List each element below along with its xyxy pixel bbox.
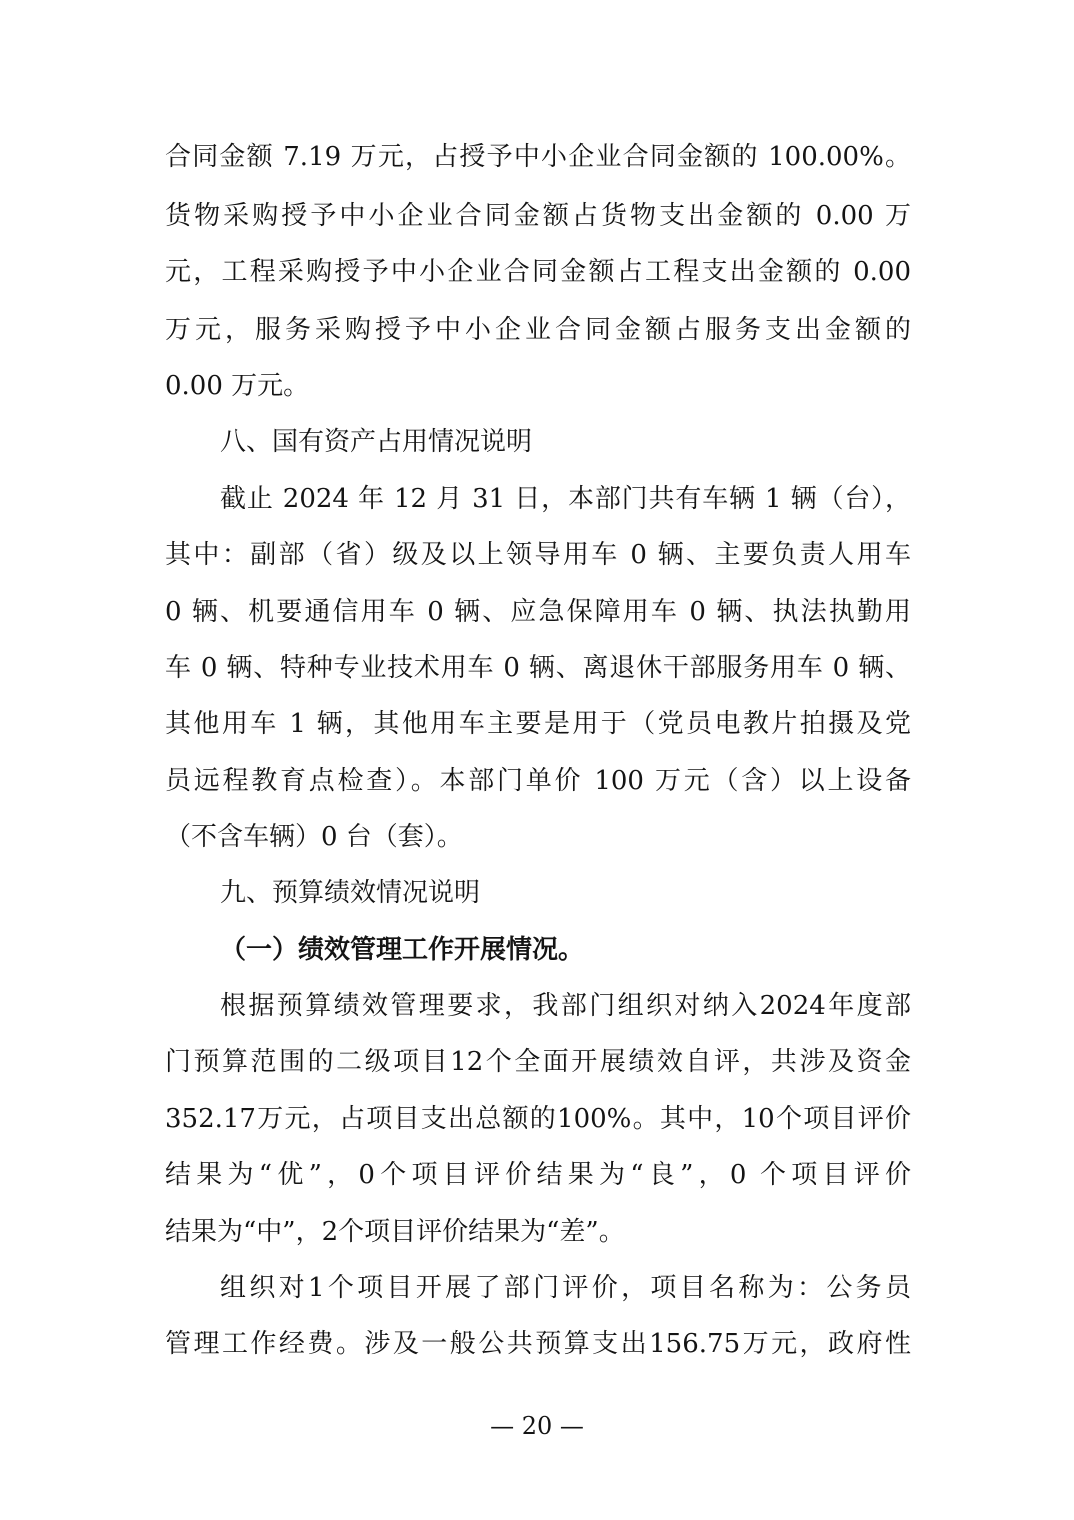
body-text-line: （不含车辆）0 台（套）。	[165, 822, 463, 852]
body-text-line: 0.00 万元。	[165, 371, 310, 401]
body-text-line: 352.17万元，占项目支出总额的100%。其中，10个项目评价	[165, 1104, 911, 1134]
body-text-line: 门预算范围的二级项目12个全面开展绩效自评，共涉及资金	[165, 1047, 911, 1077]
body-text-line: 结果为“中”，2个项目评价结果为“差”。	[165, 1217, 625, 1247]
section-heading-9: 九、预算绩效情况说明	[220, 878, 481, 908]
subsection-heading: （一）绩效管理工作开展情况。	[220, 935, 585, 965]
body-text-line: 其中：副部（省）级及以上领导用车 0 辆、主要负责人用车	[165, 540, 911, 570]
body-text-line: 根据预算绩效管理要求，我部门组织对纳入2024年度部	[220, 991, 911, 1021]
page-number: — 20 —	[490, 1412, 584, 1440]
body-text-line: 员远程教育点检查）。本部门单价 100 万元（含）以上设备	[165, 766, 911, 796]
body-text-line: 货物采购授予中小企业合同金额占货物支出金额的 0.00 万	[165, 201, 911, 231]
body-text-line: 0 辆、机要通信用车 0 辆、应急保障用车 0 辆、执法执勤用	[165, 597, 911, 627]
body-text-line: 万元，服务采购授予中小企业合同金额占服务支出金额的	[165, 315, 911, 345]
body-text-line: 车 0 辆、特种专业技术用车 0 辆、离退休干部服务用车 0 辆、	[165, 653, 911, 683]
body-text-line: 结果为“优”，0个项目评价结果为“良”，0 个项目评价	[165, 1160, 911, 1190]
body-text-line: 管理工作经费。涉及一般公共预算支出156.75万元，政府性	[165, 1329, 911, 1359]
body-text-line: 其他用车 1 辆，其他用车主要是用于（党员电教片拍摄及党	[165, 709, 911, 739]
body-text-line: 组织对1个项目开展了部门评价，项目名称为：公务员	[220, 1273, 911, 1303]
section-heading-8: 八、国有资产占用情况说明	[220, 427, 533, 457]
body-text-line: 截止 2024 年 12 月 31 日，本部门共有车辆 1 辆（台），	[220, 484, 911, 514]
body-text-line: 元，工程采购授予中小企业合同金额占工程支出金额的 0.00	[165, 257, 911, 287]
body-text-line: 合同金额 7.19 万元，占授予中小企业合同金额的 100.00%。	[165, 142, 911, 172]
